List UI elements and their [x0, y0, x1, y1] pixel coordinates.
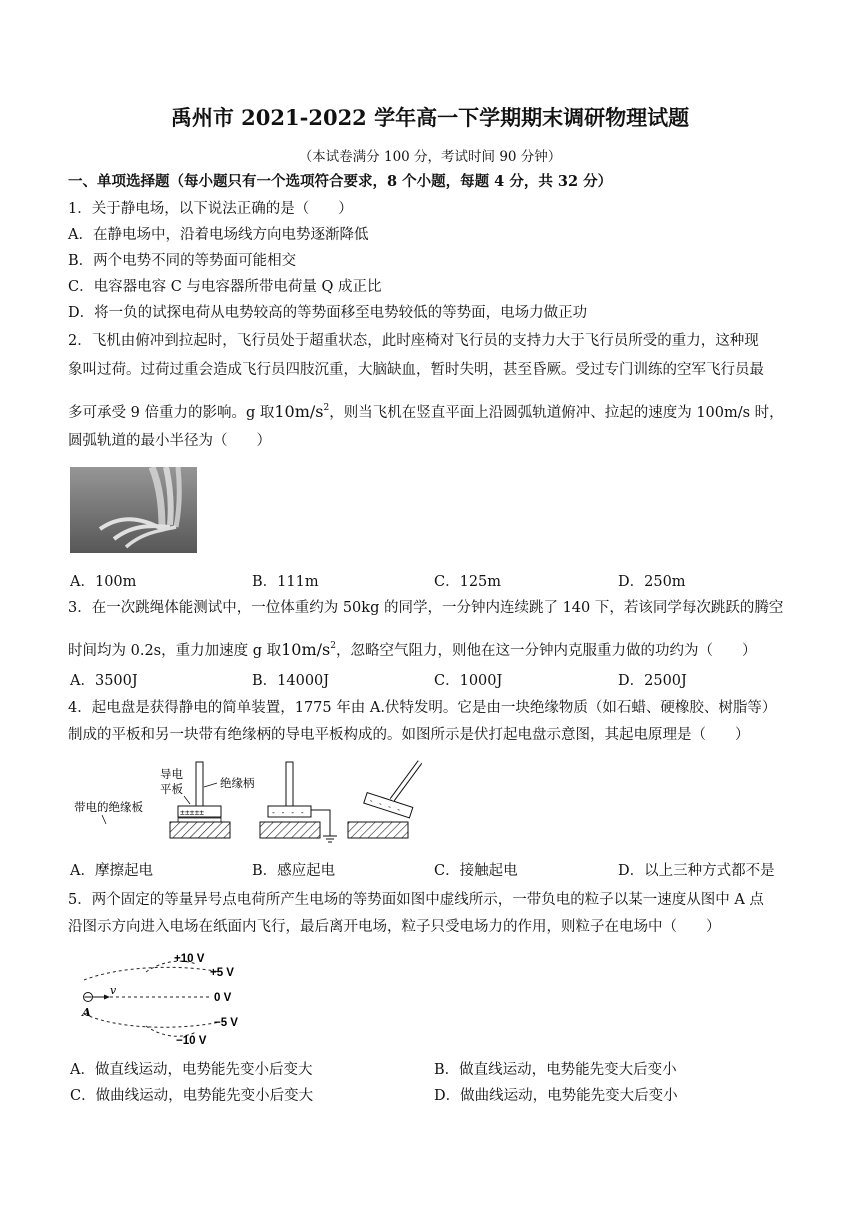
q3-line-2 — [68, 636, 800, 661]
label-conductor-line1: 导电 — [160, 769, 183, 781]
q3-line-2-text-a: 时间均为 0.2s，重力加速度 g 取 — [68, 643, 282, 659]
q4-option-d: D．以上三种方式都不是 — [618, 863, 775, 879]
svg-text:- - - -: - - - - — [367, 795, 403, 815]
q2-line-2: 象叫过荷。过荷过重会造成飞行员四肢沉重，大脑缺血，暂时失明，甚至昏厥。受过专门训练的空军飞行员最 — [68, 362, 764, 378]
q1-option-b: B．两个电势不同的等势面可能相交 — [68, 253, 297, 269]
q2-line-4: 圆弧轨道的最小半径为（ ） — [68, 433, 271, 449]
electrophorus-diagram — [72, 760, 472, 848]
q2-gravity-unit: 10m/s — [274, 402, 324, 421]
q3-option-d: D．2500J — [618, 673, 687, 689]
q1-option-a: A．在静电场中，沿着电场线方向电势逐渐降低 — [68, 227, 369, 243]
svg-text:±±±±±: ±±±±± — [180, 808, 205, 817]
q5-option-d: D．做曲线运动，电势能先变大后变小 — [434, 1088, 678, 1104]
jet-photo — [70, 467, 197, 553]
q4-line-1: 4．起电盘是获得静电的简单装置，1775 年由 A.伏特发明。它是由一块绝缘物质（如石蜡、硬橡胶、树脂等） — [68, 700, 777, 716]
q1-option-c: C．电容器电容 C 与电容器所带电荷量 Q 成正比 — [68, 279, 382, 295]
q2-gravity-exponent: 2 — [323, 403, 330, 413]
label-conductor-line2: 平板 — [160, 784, 183, 796]
q4-option-a: A．摩擦起电 — [70, 863, 153, 879]
label-point-a: A — [82, 1005, 91, 1019]
section-heading: 一、单项选择题（每小题只有一个选项符合要求，8 个小题，每题 4 分，共 32 分） — [68, 173, 613, 190]
q4-line-2: 制成的平板和另一块带有绝缘柄的导电平板构成的。如图所示是伏打起电盘示意图，其起电原理是（ ） — [68, 727, 750, 743]
equipotential-diagram — [70, 950, 260, 1048]
label-minus-10v: −10 V — [176, 1035, 207, 1047]
q2-line-3 — [68, 398, 800, 423]
q2-line-1: 2．飞机由俯冲到拉起时，飞行员处于超重状态，此时座椅对飞行员的支持力大于飞行员所受的重力，这种现 — [68, 333, 759, 349]
label-zero-v: 0 V — [214, 992, 232, 1004]
exam-title: 禹州市 2021-2022 学年高一下学期期末调研物理试题 — [170, 105, 690, 130]
q5-option-c: C．做曲线运动，电势能先变小后变大 — [70, 1088, 314, 1104]
q5-option-b: B．做直线运动，电势能先变大后变小 — [434, 1062, 677, 1078]
q3-option-b: B．14000J — [252, 673, 330, 689]
q3-gravity-exponent: 2 — [330, 641, 336, 651]
q5-line-1: 5．两个固定的等量异号点电荷所产生电场的等势面如图中虚线所示，一带负电的粒子以某一速度从图中 A 点 — [68, 892, 764, 908]
q2-option-b: B．111m — [252, 574, 319, 590]
label-minus-5v: −5 V — [214, 1017, 238, 1029]
exam-subtitle: （本试卷满分 100 分，考试时间 90 分钟） — [298, 149, 562, 165]
q3-line-1: 3．在一次跳绳体能测试中，一位体重约为 50kg 的同学，一分钟内连续跳了 140 下，若该同学每次跳跃的腾空 — [68, 600, 784, 616]
q5-line-2: 沿图示方向进入电场在纸面内飞行，最后离开电场，粒子只受电场力的作用，则粒子在电场中（ ） — [68, 919, 721, 935]
label-velocity: v — [110, 984, 117, 997]
q1-option-d: D．将一负的试探电荷从电势较高的等势面移至电势较低的等势面，电场力做正功 — [68, 305, 588, 321]
q3-line-2-text-b: ，忽略空气阻力，则他在这一分钟内克服重力做的功约为（ ） — [335, 643, 757, 659]
q3-option-c: C．1000J — [434, 673, 503, 689]
q2-option-c: C．125m — [434, 574, 502, 590]
equipotential-minus-5 — [84, 1014, 220, 1027]
label-insulating-handle: 绝缘柄 — [220, 778, 255, 790]
label-plus-5v: +5 V — [210, 967, 234, 979]
label-plus-10v: +10 V — [174, 953, 205, 965]
q2-option-d: D．250m — [618, 574, 686, 590]
q2-line-3-text-a: 多可承受 9 倍重力的影响。g 取 — [68, 405, 275, 421]
q5-option-a: A．做直线运动，电势能先变小后变大 — [70, 1062, 313, 1078]
q4-option-b: B．感应起电 — [252, 863, 336, 879]
q2-line-3-text-b: ，则当飞机在竖直平面上沿圆弧轨道俯冲、拉起的速度为 100m/s 时， — [329, 405, 784, 421]
q4-option-c: C．接触起电 — [434, 863, 518, 879]
equipotential-plus-5 — [84, 967, 220, 980]
label-charged-insulating-plate: 带电的绝缘板 — [74, 802, 143, 814]
q1-stem: 1．关于静电场，以下说法正确的是（ ） — [68, 201, 353, 217]
svg-text:- - - -: - - - - — [271, 808, 305, 817]
q2-option-a: A．100m — [70, 574, 137, 590]
q3-option-a: A．3500J — [70, 673, 138, 689]
q3-gravity-unit: 10m/s — [281, 640, 331, 659]
